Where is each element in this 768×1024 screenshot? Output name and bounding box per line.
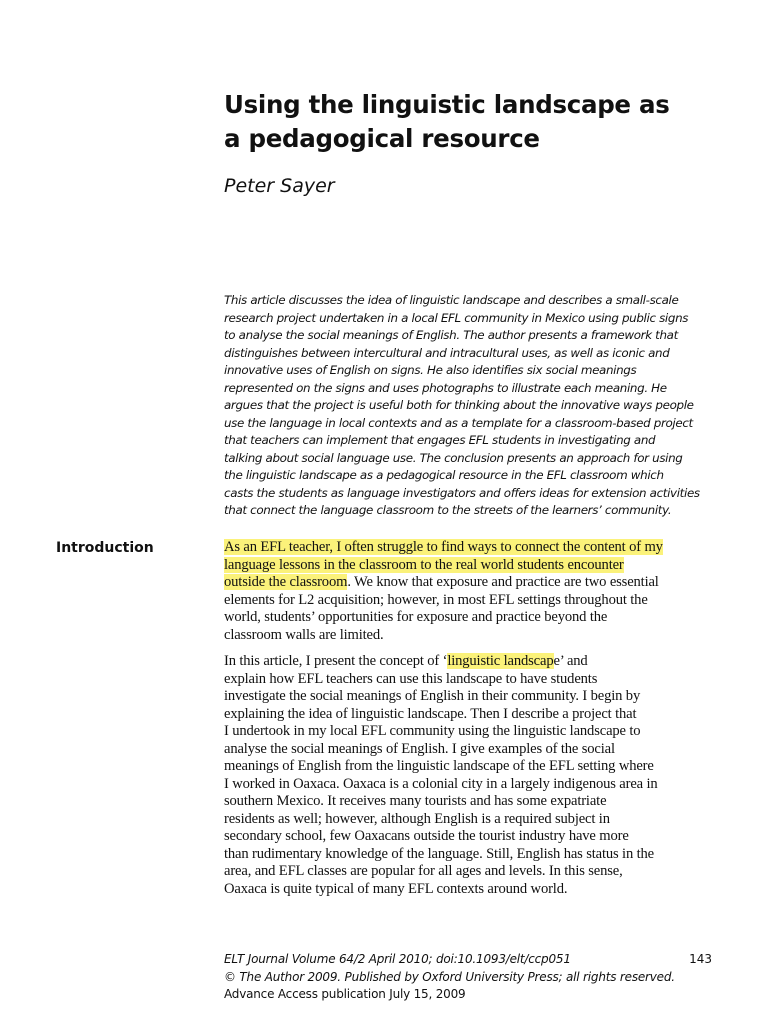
page-footer [224,951,716,1004]
abstract-line: argues that the project is useful both for thinking about the innovative ways people [224,398,694,412]
abstract-line: casts the students as language investigators and offers ideas for extension activities [224,485,700,500]
paragraph-line: world, students’ opportunities for exposure and practice beyond the [224,609,608,625]
highlighted-text: outside the classroom [224,574,348,590]
paragraph-line: I undertook in my local EFL community using the linguistic landscape to [224,723,641,739]
paragraph-line: area, and EFL classes are popular for all ages and levels. In this sense, [224,863,623,879]
copyright-notice: © The Author 2009. Published by Oxford University Press; all rights reserved. [224,969,675,984]
article-author: Peter Sayer [224,175,335,197]
paragraph-line: I worked in Oaxaca. Oaxaca is a colonial city in a largely indigenous area in [224,775,658,792]
abstract-line: represented on the signs and uses photographs to illustrate each meaning. He [224,380,667,395]
article-abstract [224,292,724,520]
abstract-line: distinguishes between intercultural and intracultural uses, as well as iconic and [224,345,670,360]
abstract-line: use the language in local contexts and as a template for a classroom-based project [224,415,693,430]
paragraph-line: explaining the idea of linguistic landscape. Then I describe a project that [224,705,637,722]
paragraph-line: Oaxaca is quite typical of many EFL contexts around world. [224,880,568,897]
paragraph-line: secondary school, few Oaxacans outside the tourist industry have more [224,828,629,844]
paragraph-line [224,539,724,557]
paragraph-line [224,653,724,671]
abstract-line: to analyse the social meanings of English. The author presents a framework that [224,328,678,342]
paragraph-line: southern Mexico. It receives many tourists and has some expatriate [224,793,607,809]
highlighted-text: linguistic landscap [447,653,554,669]
intro-paragraph-2 [224,653,724,898]
paragraph-text: In this article, I present the concept of ‘ [224,653,448,669]
abstract-line: that teachers can implement that engages EFL students in investigating and [224,433,656,447]
section-heading: Introduction [56,540,154,556]
abstract-line: This article discusses the idea of linguistic landscape and describes a small-scale [224,293,679,307]
abstract-line: innovative uses of English on signs. He also identifies six social meanings [224,363,637,377]
paragraph-line: classroom walls are limited. [224,626,384,643]
paragraph-text: . We know that exposure and practice are two essential [347,574,659,590]
paragraph-line: elements for L2 acquisition; however, in most EFL settings throughout the [224,591,648,608]
article-title-line: a pedagogical resource [224,124,540,153]
paragraph-line: analyse the social meanings of English. I give examples of the social [224,740,615,757]
paragraph-line: investigate the social meanings of English in their community. I begin by [224,688,641,704]
paragraph-line: than rudimentary knowledge of the language. Still, English has status in the [224,845,654,862]
page-number: 143 [689,952,712,966]
paragraph-line: meanings of English from the linguistic landscape of the EFL setting where [224,758,654,774]
access-notice: Advance Access publication July 15, 2009 [224,987,466,1001]
abstract-line: talking about social language use. The conclusion presents an approach for using [224,450,683,465]
article-title-line: Using the linguistic landscape as [224,90,670,119]
paragraph-line [224,557,724,575]
highlighted-text: language lessons in the classroom to the real world students encounter [224,556,624,573]
paragraph-text: e’ and [553,653,588,669]
abstract-line: research project undertaken in a local EFL community in Mexico using public signs [224,310,689,325]
intro-paragraph-1 [224,539,724,644]
abstract-line: that connect the language classroom to the streets of the learners’ community. [224,503,672,517]
paragraph-line [224,574,724,592]
article-title [224,88,744,156]
journal-citation: ELT Journal Volume 64/2 April 2010; doi:10.1093/elt/ccp051 [224,952,571,966]
abstract-line: the linguistic landscape as a pedagogical resource in the EFL classroom which [224,468,664,482]
highlighted-text: As an EFL teacher, I often struggle to find ways to connect the content of my [224,539,663,555]
paragraph-line: residents as well; however, although English is a required subject in [224,810,610,827]
paragraph-line: explain how EFL teachers can use this landscape to have students [224,670,598,687]
